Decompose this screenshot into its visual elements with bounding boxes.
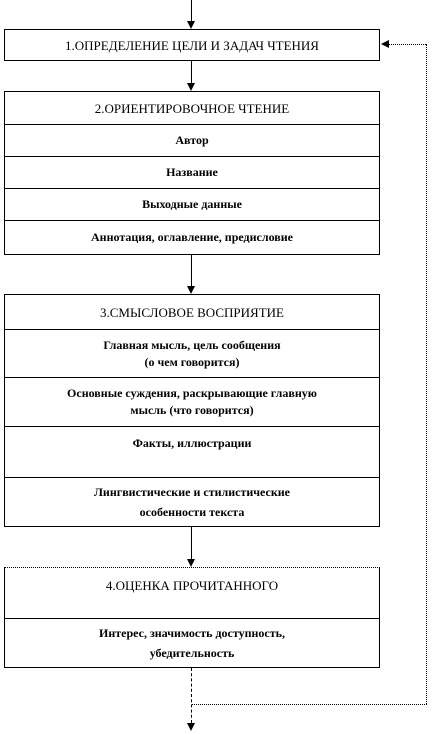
step-3-title: 3.СМЫСЛОВОЕ ВОСПРИЯТИЕ [100,304,284,320]
exit-connector-line [191,668,192,723]
step-4-title: 4.ОЦЕНКА ПРОЧИТАННОГО [105,578,279,593]
step-2-item-annotation: Аннотация, оглавление, предисловие [5,220,379,254]
step-4-item-evaluation: Интерес, значимость доступность, убедительность [5,618,379,667]
step-2-item-author: Автор [5,124,379,156]
step-3-item-linguistic: Лингвистические и стилистические особенности текста [5,477,379,526]
connector-3-4-arrowhead [187,559,195,567]
step-2-item-imprint: Выходные данные [5,188,379,220]
exit-arrowhead [187,723,195,731]
step-4-box [4,567,380,668]
step-2-item-title: Название [5,156,379,188]
connector-2-3-line [191,255,192,286]
feedback-loop-bottom-line [192,704,427,705]
connector-1-2-line [191,61,192,83]
step-1-title: 1.ОПРЕДЕЛЕНИЕ ЦЕЛИ И ЗАДАЧ ЧТЕНИЯ [65,37,319,53]
step-3-box [4,294,380,527]
feedback-loop-side-line [426,44,427,704]
connector-2-3-arrowhead [187,286,195,294]
step-3-item-judgements: Основные суждения, раскрывающие главную мысль (что говорится) [5,377,379,426]
step-1-box [4,29,380,61]
feedback-loop-top-line [388,44,426,45]
feedback-loop-arrowhead [381,40,389,48]
step-3-item-main-idea: Главная мысль, цель сообщения (о чем говорится) [5,329,379,377]
connector-1-2-arrowhead [187,83,195,91]
step-2-title: 2.ОРИЕНТИРОВОЧНОЕ ЧТЕНИЕ [94,100,290,116]
step-3-item-facts: Факты, иллюстрации [5,426,379,477]
entry-arrowhead [187,21,195,29]
connector-3-4-line [191,527,192,559]
step-2-box [4,91,380,255]
entry-connector-line [191,0,192,22]
